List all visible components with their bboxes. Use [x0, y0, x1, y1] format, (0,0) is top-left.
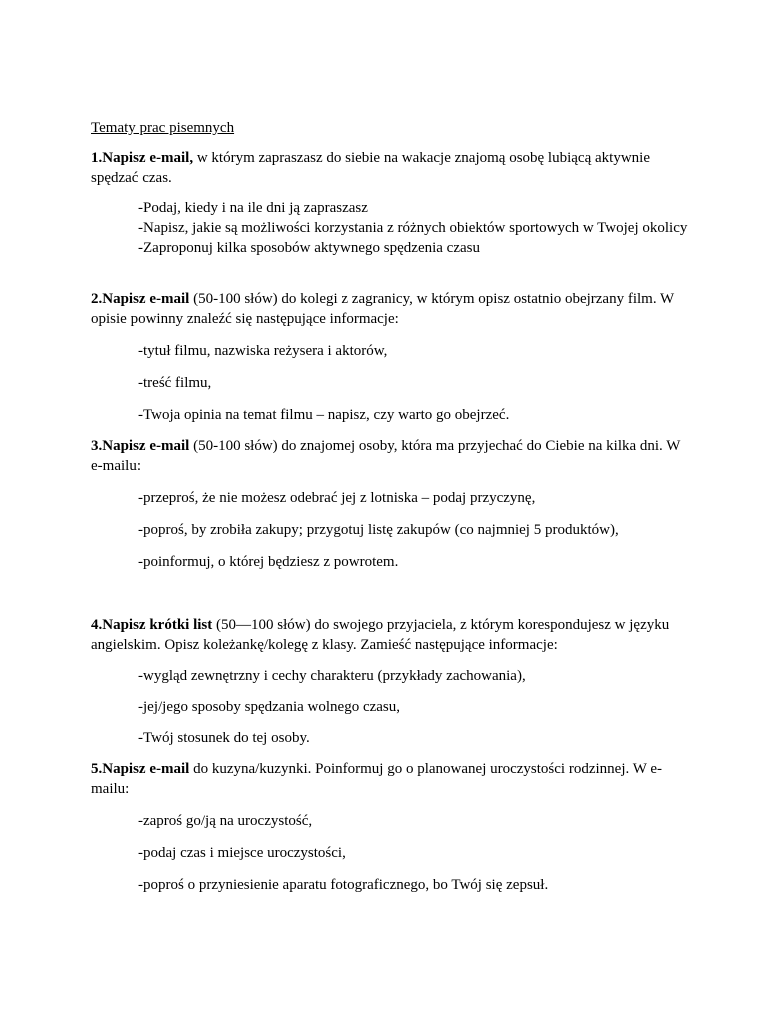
task-3-lead: 3.Napisz e-mail	[91, 438, 190, 454]
document-title: Tematy prac pisemnych	[91, 120, 235, 136]
task-3-heading	[91, 436, 691, 476]
task-4-heading	[91, 615, 691, 655]
task-2-text: (50-100 słów) do kolegi z zagranicy, w którym opisz ostatnio obejrzany film. W opisie powinny znaleźć się następujące informacje:	[91, 291, 674, 327]
task-4-item-3: -Twój stosunek do tej osoby.	[138, 730, 310, 746]
task-2-item-3: -Twoja opinia na temat filmu – napisz, czy warto go obejrzeć.	[138, 407, 510, 423]
task-1-lead: 1.Napisz e-mail,	[91, 150, 194, 166]
task-1-item-1: -Podaj, kiedy i na ile dni ją zapraszasz	[138, 200, 368, 216]
task-4-item-2: -jej/jego sposoby spędzania wolnego czasu,	[138, 699, 401, 715]
task-1-heading	[91, 148, 691, 188]
task-4-lead: 4.Napisz krótki list	[91, 617, 213, 633]
task-3-text: (50-100 słów) do znajomej osoby, która ma przyjechać do Ciebie na kilka dni. W e-mailu:	[91, 438, 681, 474]
task-2-item-1: -tytuł filmu, nazwiska reżysera i aktorów,	[138, 343, 388, 359]
task-1-item-2: -Napisz, jakie są możliwości korzystania z różnych obiektów sportowych w Twojej okolicy	[138, 220, 688, 236]
task-3-item-3: -poinformuj, o której będziesz z powrotem.	[138, 554, 399, 570]
task-3-item-2: -poproś, by zrobiła zakupy; przygotuj listę zakupów (co najmniej 5 produktów),	[138, 522, 619, 538]
task-5-item-2: -podaj czas i miejsce uroczystości,	[138, 845, 346, 861]
task-2-lead: 2.Napisz e-mail	[91, 291, 190, 307]
task-5-lead: 5.Napisz e-mail	[91, 761, 190, 777]
task-4-item-1: -wygląd zewnętrzny i cechy charakteru (przykłady zachowania),	[138, 668, 526, 684]
task-1-item-3: -Zaproponuj kilka sposobów aktywnego spędzenia czasu	[138, 240, 480, 256]
task-4-text: (50—100 słów) do swojego przyjaciela, z którym korespondujesz w języku angielskim. Opisz koleżankę/kolegę z klasy. Zamieść następujące informacje:	[91, 617, 670, 653]
task-3-item-1: -przeproś, że nie możesz odebrać jej z lotniska – podaj przyczynę,	[138, 490, 536, 506]
task-2-item-2: -treść filmu,	[138, 375, 212, 391]
task-5-heading	[91, 759, 691, 799]
task-5-item-3: -poproś o przyniesienie aparatu fotograficznego, bo Twój się zepsuł.	[138, 877, 549, 893]
task-1-text: w którym zapraszasz do siebie na wakacje znajomą osobę lubiącą aktywnie spędzać czas.	[91, 150, 650, 186]
task-5-text: do kuzyna/kuzynki. Poinformuj go o planowanej uroczystości rodzinnej. W e-mailu:	[91, 761, 663, 797]
document-page	[91, 118, 691, 895]
task-2-heading	[91, 289, 691, 329]
task-5-item-1: -zaproś go/ją na uroczystość,	[138, 813, 313, 829]
